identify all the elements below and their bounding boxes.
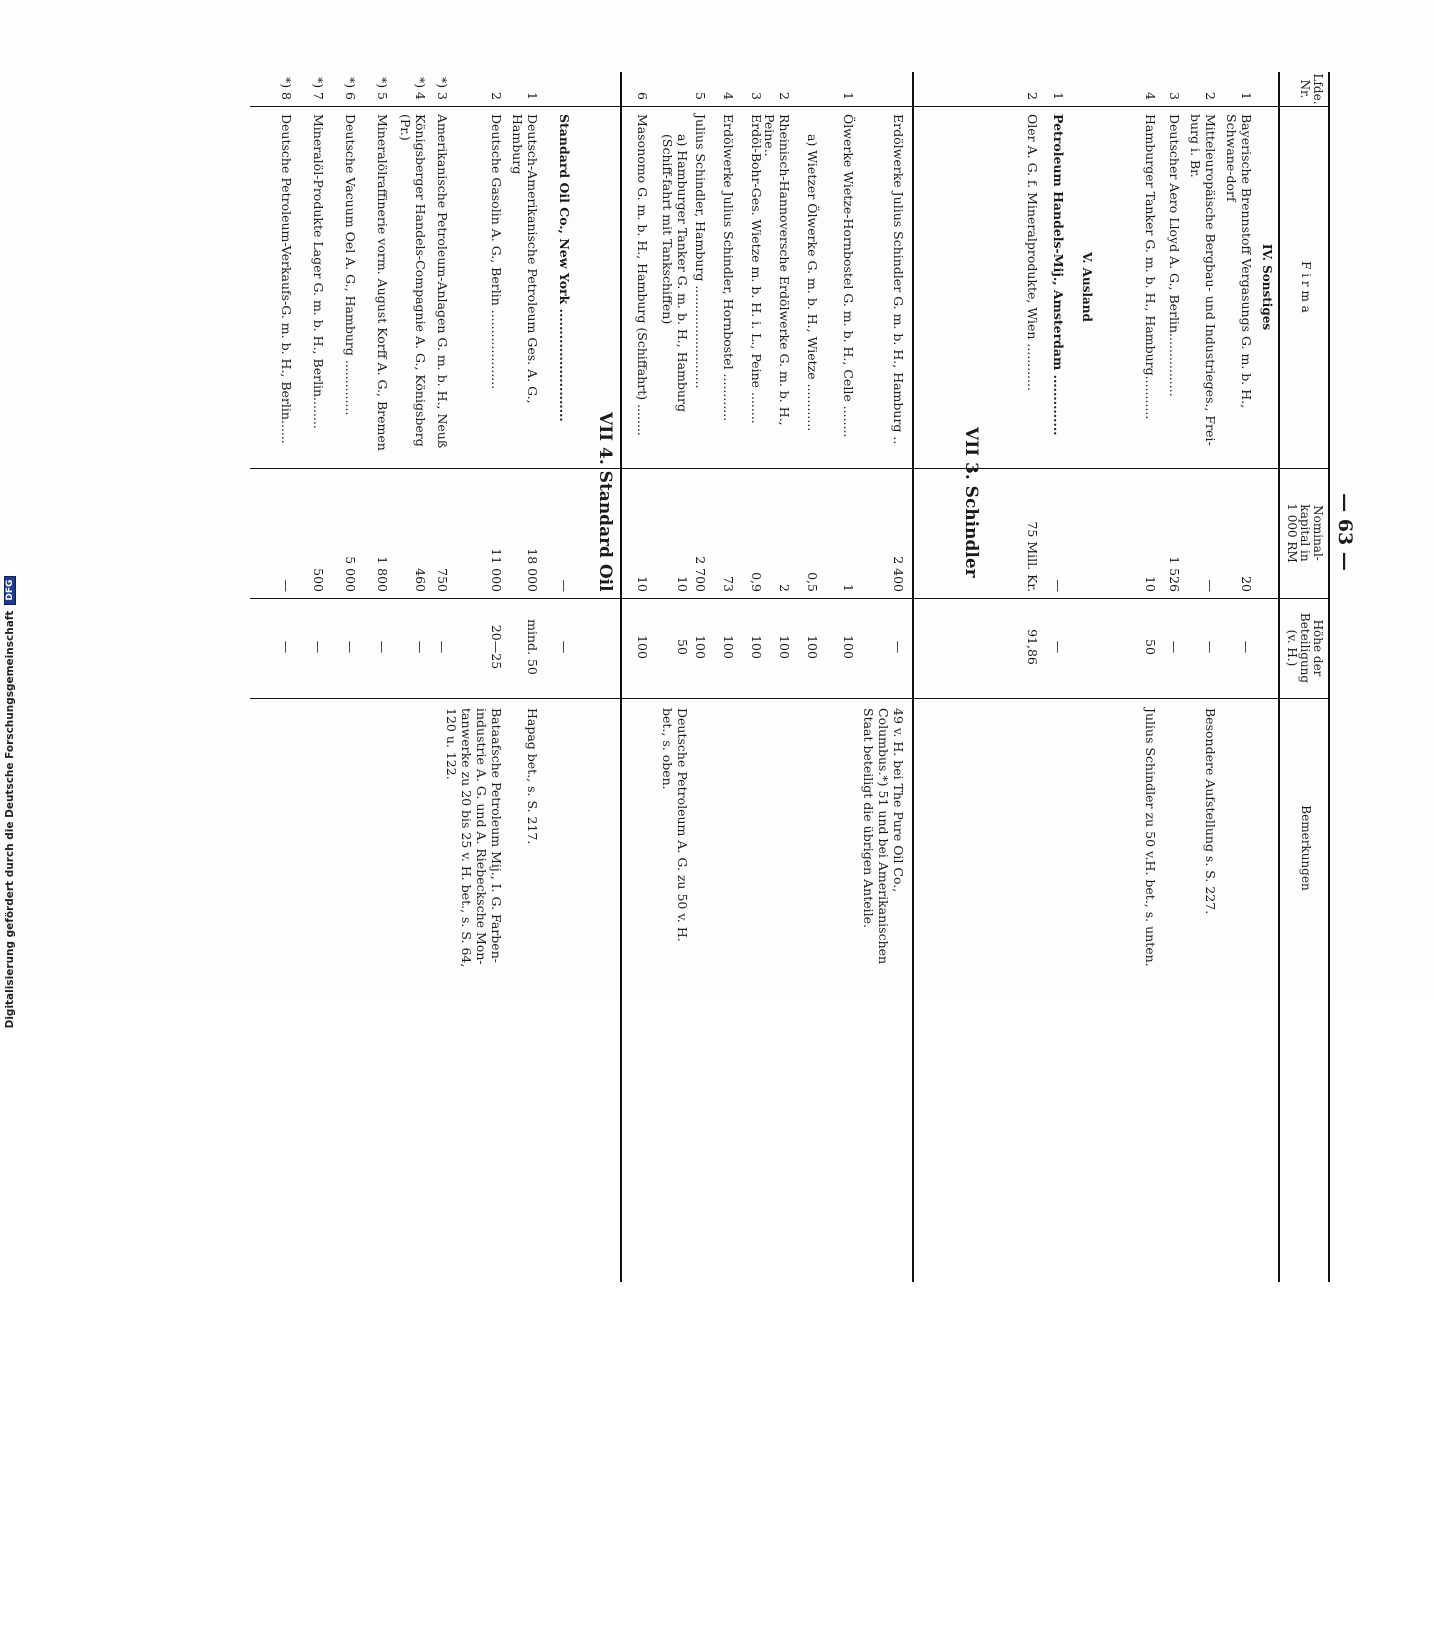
section-rule-standard-oil	[620, 72, 622, 1282]
section-title-ausland: V. Ausland	[1080, 252, 1094, 322]
column-divider-hoehe	[250, 698, 1330, 699]
section-rule-schindler	[912, 72, 914, 1282]
header-firma: F i r m a	[1299, 261, 1313, 313]
section-title-sonstiges: IV. Sonstiges	[1260, 243, 1274, 331]
header-nr: Lfde. Nr.	[1298, 73, 1325, 105]
page-number: — 63 —	[1334, 493, 1356, 571]
top-rule	[1328, 72, 1330, 1282]
header-rule	[1278, 72, 1280, 1282]
rotated-table-page: — 63 — Lfde. Nr. F i r m a Nominal- kapital in 1 000 RM Höhe der Beteiligung (v. H.) Bemerkungen IV. Sonstiges 1 Bayerische Brennstoff Vergasungs G. m. b. H., Schwane-dorf 20 — 2 Mitteleuropäische Bergbau- und Industrieges., Frei-burg i. Br. — — Besondere Aufstellung s. S. 227. 3 Deutscher Aero Lloyd A. G., Berlin................ 1 526 — 4 Hamburger Tanker G. m. b. H., Hamburg........... 10 50 Julius Schindler zu 50 v.H. bet., s. unten. V. Ausland 1 Petroleum Handels-Mij., Amsterdam .............. — — 2 Oler A. G. f. Mineralprodukte, Wien ............ 75 Mill. Kr. 91,86 VII 3. Schindler Erdölwerke Julius Schindler G. m. b. H., Hamburg .. 2 400 — 49 v. H. bei The Pure Oil Co., Columbus.*) 51 und bei Amerikanischen Staat beteiligt die übrigen Anteile. 1 Ölwerke Wietze-Hornbostel G. m. b. H., Celle ........ 1 100 a) Wietzer Ölwerke G. m. b. H., Wietze ............ 0,5 100 2 Rheinisch-Hannoversche Erdölwerke G. m. b. H., Peine.. 2 100 3 Erdöl-Bohr-Ges. Wietze m. b. H. i. L., Peine ........ 0,9 100 4 Erdölwerke Julius Schindler, Hornbostel ............ 73 100 5 Julius Schindler, Hamburg .......................... 2 700 100 a) Hamburger Tanker G. m. b. H., Hamburg (Schiff-fahrt mit Tankschiffen) 10 50 Deutsche Petroleum A. G. zu 50 v. H. bet., s. oben. 6 Masonomo G. m. b. H., Hamburg (Schiffahrt) ........ 10 100 VII 4. Standard Oil Standard Oil Co., New York .......................... — — 1 Deutsch-Amerikanische Petroleum Ges. A. G., Hamburg 18 000 mind. 50 Hapag bet., s. S. 217. 2 Deutsche Gasolin A. G., Berlin .................... 11 000 20—25 Bataafsche Petroleum Mij., I. G. Farben-industrie A. G. und A. Riebecksche Mon-tanwerke zu 20 bis 25 v. H. bet., s. S. 64, 120 u. 122. *) 3 Amerikanische Petroleum-Anlagen G. m. b. H., Neuß 750 — *) 4 Königsberger Handels-Compagnie A. G., Königsberg (Pr.) 460 — *) 5 Mineralölraffinerie vorm. August Korff A. G., Bremen 1 800 — *) 6 Deutsche Vacuum Oel A. G., Hamburg .............. 5 000 — *) 7 Mineralöl-Produkte Lager G. m. b. H., Berlin........ 500 — *) 8 Deutsche Petroleum-Verkaufs-G. m. b. H., Berlin...... — —	[120, 72, 1330, 992]
header-bemerkungen: Bemerkungen	[1299, 805, 1313, 891]
column-divider-firma	[250, 468, 1330, 469]
column-divider-kapital	[250, 598, 1330, 599]
header-hoehe: Höhe der Beteiligung (v. H.)	[1285, 612, 1325, 684]
dfg-funding-note	[0, 312, 22, 1292]
section-title-schindler: VII 3. Schindler	[961, 427, 981, 578]
funding-text: Digitalisierung gefördert durch die Deutsche Forschungsgemeinschaft	[4, 610, 16, 1029]
header-kapital: Nominal- kapital in 1 000 RM	[1285, 503, 1325, 563]
column-divider-nr	[250, 106, 1330, 107]
dfg-logo: DFG	[4, 576, 16, 605]
section-title-standard-oil: VII 4. Standard Oil	[595, 412, 615, 592]
